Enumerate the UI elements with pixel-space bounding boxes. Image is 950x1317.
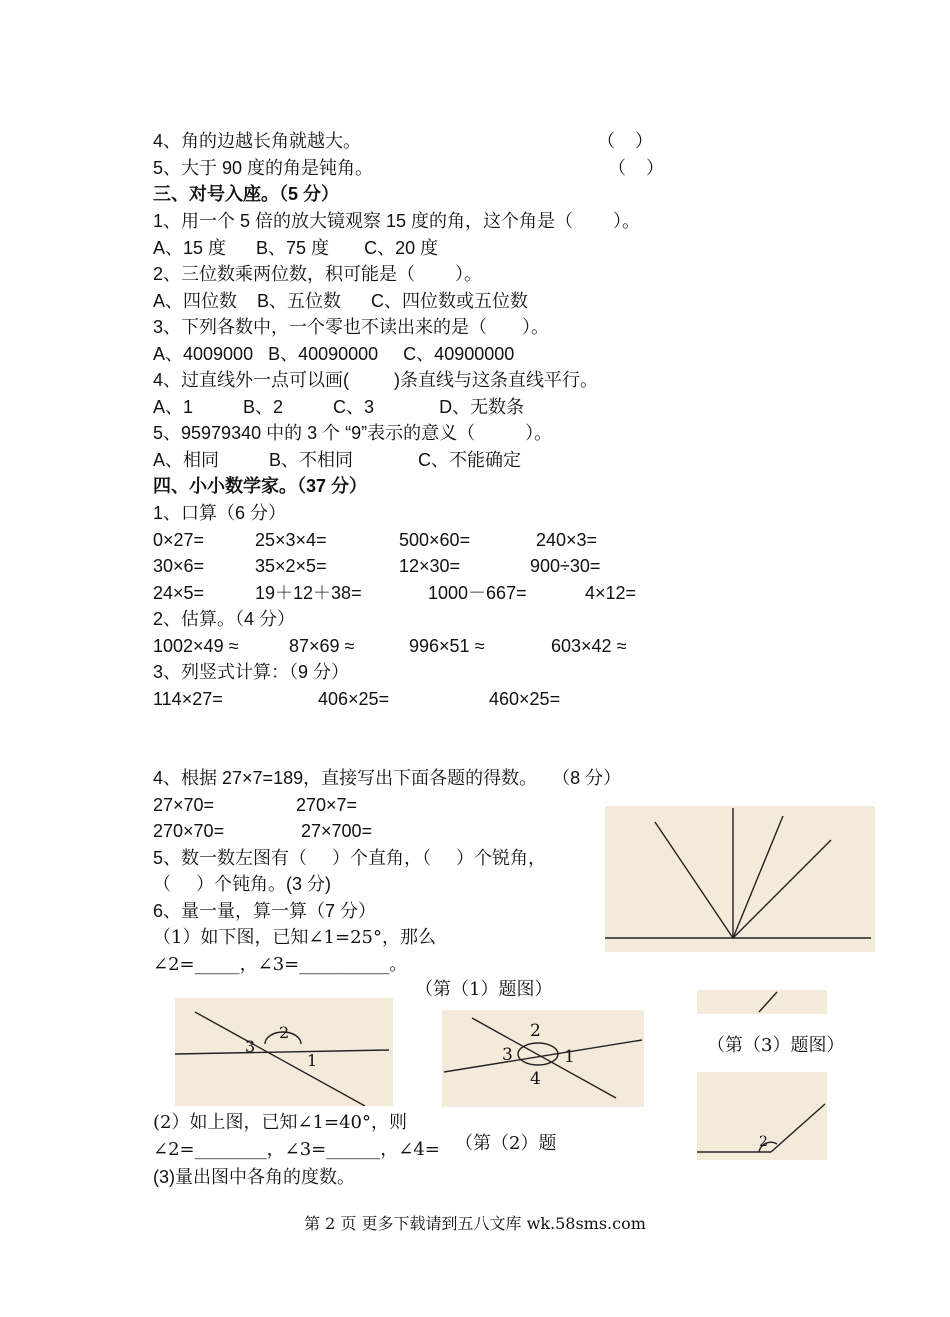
measure-q3: (3)量出图中各角的度数。 <box>153 1167 355 1187</box>
fig3-caption: （第（3）题图） <box>707 1035 845 1056</box>
measure-title: 6、量一量，算一算（7 分） <box>153 901 377 921</box>
fig1-label-1: 1 <box>307 1051 318 1070</box>
section3-title: 三、对号入座。（5 分） <box>153 184 340 204</box>
s3-q3-options: A、4009000 B、40090000 C、40900000 <box>153 344 515 364</box>
s3-q5-options: A、相同 B、不相同 C、不能确定 <box>153 450 522 470</box>
angle-rays-figure <box>605 806 875 952</box>
fig2-label-3: 3 <box>502 1045 513 1065</box>
oral-item: 12×30= <box>399 556 461 576</box>
s3-q1-options: A、15 度 B、75 度 C、20 度 <box>153 238 439 258</box>
fig2-label-1: 1 <box>564 1047 575 1067</box>
oral-item: 240×3= <box>536 530 598 550</box>
direct-item: 270×70= <box>153 821 225 841</box>
direct-title: 4、根据 27×7=189，直接写出下面各题的得数。 （8 分） <box>153 768 622 788</box>
fig1-label-3: 3 <box>245 1037 256 1056</box>
measure-q2: (2）如上图，已知∠1=40°，则 <box>153 1112 407 1133</box>
fig2-label-4: 4 <box>530 1069 541 1089</box>
oral-item: 19＋12＋38= <box>255 583 362 603</box>
oral-item: 4×12= <box>585 583 637 603</box>
count-angles-q: 5、数一数左图有（ ）个直角，（ ）个锐角， <box>153 848 547 868</box>
s3-q4-options: A、1 B、2 C、3 D、无数条 <box>153 397 525 417</box>
angle-figure-3-bottom <box>697 1072 827 1160</box>
vertical-calc-title: 3、列竖式计算：（9 分） <box>153 662 350 682</box>
oral-item: 1000－667= <box>428 583 527 603</box>
oral-item: 0×27= <box>153 530 205 550</box>
vertical-item: 114×27= <box>153 689 223 709</box>
angle-figure-3-top <box>697 990 827 1014</box>
judge-q5: 5、大于 90 度的角是钝角。 <box>153 158 374 178</box>
page-footer: 第 2 页 更多下载请到五八文库 wk.58sms.com <box>304 1214 646 1233</box>
measure-q1-answers: ∠2=_____，∠3=__________。 <box>153 954 408 975</box>
judge-q4: 4、角的边越长角就越大。 <box>153 131 362 151</box>
s3-q2-options: A、四位数 B、五位数 C、四位数或五位数 <box>153 291 529 311</box>
judge-q4-answer-paren: （ ） <box>597 131 654 151</box>
oral-item: 900÷30= <box>530 556 601 576</box>
section4-title: 四、小小数学家。（37 分） <box>153 476 368 496</box>
s3-q5: 5、95979340 中的 3 个 “9”表示的意义（ ）。 <box>153 423 553 443</box>
fig2-label-2: 2 <box>530 1021 541 1041</box>
estimate-item: 603×42 ≈ <box>551 636 627 656</box>
estimate-item: 1002×49 ≈ <box>153 636 239 656</box>
oral-item: 24×5= <box>153 583 205 603</box>
measure-q1: （1）如下图，已知∠1=25°，那么 <box>153 927 436 948</box>
fig1-caption: （第（1）题图） <box>415 979 553 1000</box>
s3-q2: 2、三位数乘两位数，积可能是（ ）。 <box>153 264 483 284</box>
s3-q1: 1、用一个 5 倍的放大镜观察 15 度的角，这个角是（ ）。 <box>153 211 641 231</box>
estimate-item: 87×69 ≈ <box>289 636 355 656</box>
fig3-label-2: 2 <box>759 1134 768 1150</box>
direct-item: 270×7= <box>296 795 358 815</box>
direct-item: 27×700= <box>301 821 373 841</box>
intersecting-lines-figure-1 <box>175 998 393 1106</box>
estimate-title: 2、估算。（4 分） <box>153 609 296 629</box>
oral-item: 500×60= <box>399 530 471 550</box>
measure-q2-answers: ∠2=________，∠3=______，∠4= <box>153 1139 440 1160</box>
fig1-label-2: 2 <box>279 1023 290 1042</box>
s3-q3: 3、下列各数中，一个零也不读出来的是（ ）。 <box>153 317 550 337</box>
vertical-item: 406×25= <box>318 689 390 709</box>
estimate-item: 996×51 ≈ <box>409 636 485 656</box>
intersecting-lines-figure-2 <box>442 1010 644 1107</box>
oral-item: 35×2×5= <box>255 556 327 576</box>
oral-calc-title: 1、口算（6 分） <box>153 503 287 523</box>
s3-q4: 4、过直线外一点可以画( )条直线与这条直线平行。 <box>153 370 599 390</box>
direct-item: 27×70= <box>153 795 215 815</box>
fig2-caption: （第（2）题 <box>455 1133 557 1154</box>
vertical-item: 460×25= <box>489 689 561 709</box>
oral-item: 25×3×4= <box>255 530 327 550</box>
count-angles-q-cont: （ ）个钝角。(3 分) <box>153 874 332 894</box>
judge-q5-answer-paren: （ ） <box>608 158 665 178</box>
oral-item: 30×6= <box>153 556 205 576</box>
